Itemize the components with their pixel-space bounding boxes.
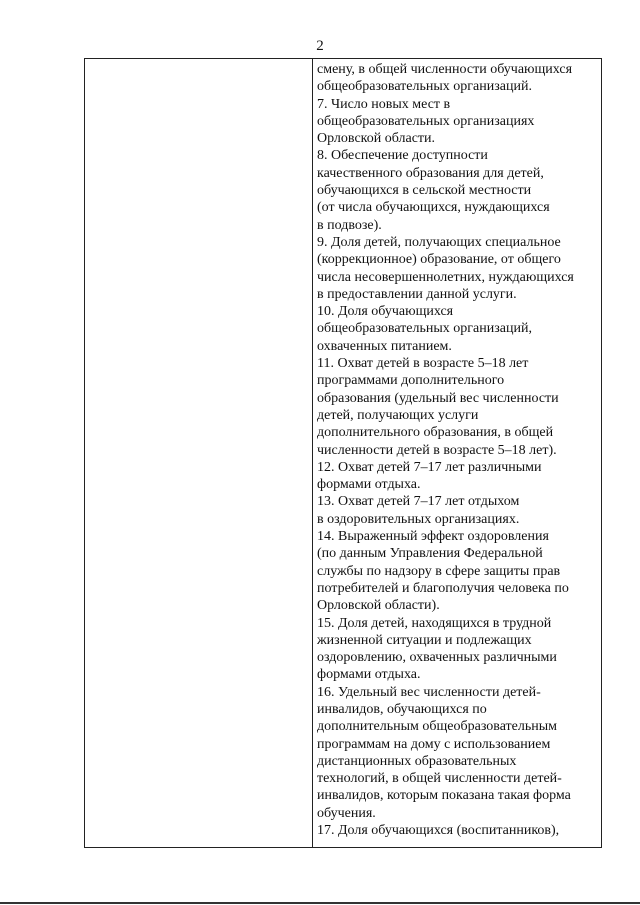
cell-text-line: общеобразовательных организациях: [317, 113, 535, 129]
page-number: 2: [316, 38, 324, 54]
cell-text-line: общеобразовательных организаций.: [317, 79, 532, 95]
cell-text-line: дистанционных образовательных: [317, 753, 517, 769]
cell-text-line: формами отдыха.: [317, 477, 421, 493]
cell-text-line: 16. Удельный вес численности детей-: [317, 684, 541, 700]
cell-text-line: формами отдыха.: [317, 667, 421, 683]
bottom-rule: [0, 902, 640, 904]
indicators-table: [84, 58, 602, 848]
cell-text-line: технологий, в общей численности детей-: [317, 771, 562, 787]
cell-text-line: смену, в общей численности обучающихся: [317, 62, 573, 77]
cell-text-line: Орловской области).: [317, 598, 440, 614]
cell-text-line: (по данным Управления Федеральной: [317, 546, 543, 562]
cell-text-line: 7. Число новых мест в: [317, 96, 451, 112]
cell-text-line: дополнительного образования, в общей: [317, 425, 554, 441]
cell-text-line: дополнительным общеобразовательным: [317, 719, 558, 735]
cell-text-line: образования (удельный вес численности: [317, 390, 559, 406]
cell-text-line: 8. Обеспечение доступности: [317, 148, 488, 164]
cell-text-line: обучения.: [317, 805, 376, 821]
column-divider: [312, 59, 313, 847]
cell-text-line: инвалидов, которым показана такая форма: [317, 788, 571, 804]
right-cell: [317, 61, 601, 839]
cell-text-line: 9. Доля детей, получающих специальное: [317, 234, 561, 250]
cell-text-line: 13. Охват детей 7–17 лет отдыхом: [317, 494, 520, 510]
cell-text-line: в подвозе).: [317, 217, 382, 233]
cell-text-line: Орловской области.: [317, 131, 436, 147]
cell-text-line: (коррекционное) образование, от общего: [317, 252, 561, 268]
cell-text-line: в предоставлении данной услуги.: [317, 286, 517, 302]
cell-text-line: программам на дому с использованием: [317, 736, 551, 752]
cell-text-line: 15. Доля детей, находящихся в трудной: [317, 615, 552, 631]
cell-text-line: в оздоровительных организациях.: [317, 511, 520, 527]
cell-text-line: детей, получающих услуги: [317, 407, 479, 423]
cell-text-line: 11. Охват детей в возрасте 5–18 лет: [317, 356, 529, 372]
cell-text-line: службы по надзору в сфере защиты прав: [317, 563, 561, 579]
cell-text-line: инвалидов, обучающихся по: [317, 701, 487, 717]
cell-text-line: 14. Выраженный эффект оздоровления: [317, 529, 549, 545]
cell-text-line: (от числа обучающихся, нуждающихся: [317, 200, 550, 216]
cell-text-line: 17. Доля обучающихся (воспитанников),: [317, 823, 560, 839]
cell-text-line: 10. Доля обучающихся: [317, 304, 454, 320]
cell-text-line: оздоровлению, охваченных различными: [317, 650, 557, 666]
cell-text-line: жизненной ситуации и подлежащих: [317, 632, 532, 648]
cell-text-line: численности детей в возрасте 5–18 лет).: [317, 442, 557, 458]
cell-text-line: потребителей и благополучия человека по: [317, 580, 569, 596]
cell-text-line: охваченных питанием.: [317, 338, 452, 354]
cell-text-line: качественного образования для детей,: [317, 165, 544, 181]
cell-text-line: обучающихся в сельской местности: [317, 183, 532, 199]
cell-text-line: программами дополнительного: [317, 373, 505, 389]
cell-text-line: общеобразовательных организаций,: [317, 321, 532, 337]
cell-text-line: числа несовершеннолетних, нуждающихся: [317, 269, 574, 285]
cell-text-line: 12. Охват детей 7–17 лет различными: [317, 459, 542, 475]
